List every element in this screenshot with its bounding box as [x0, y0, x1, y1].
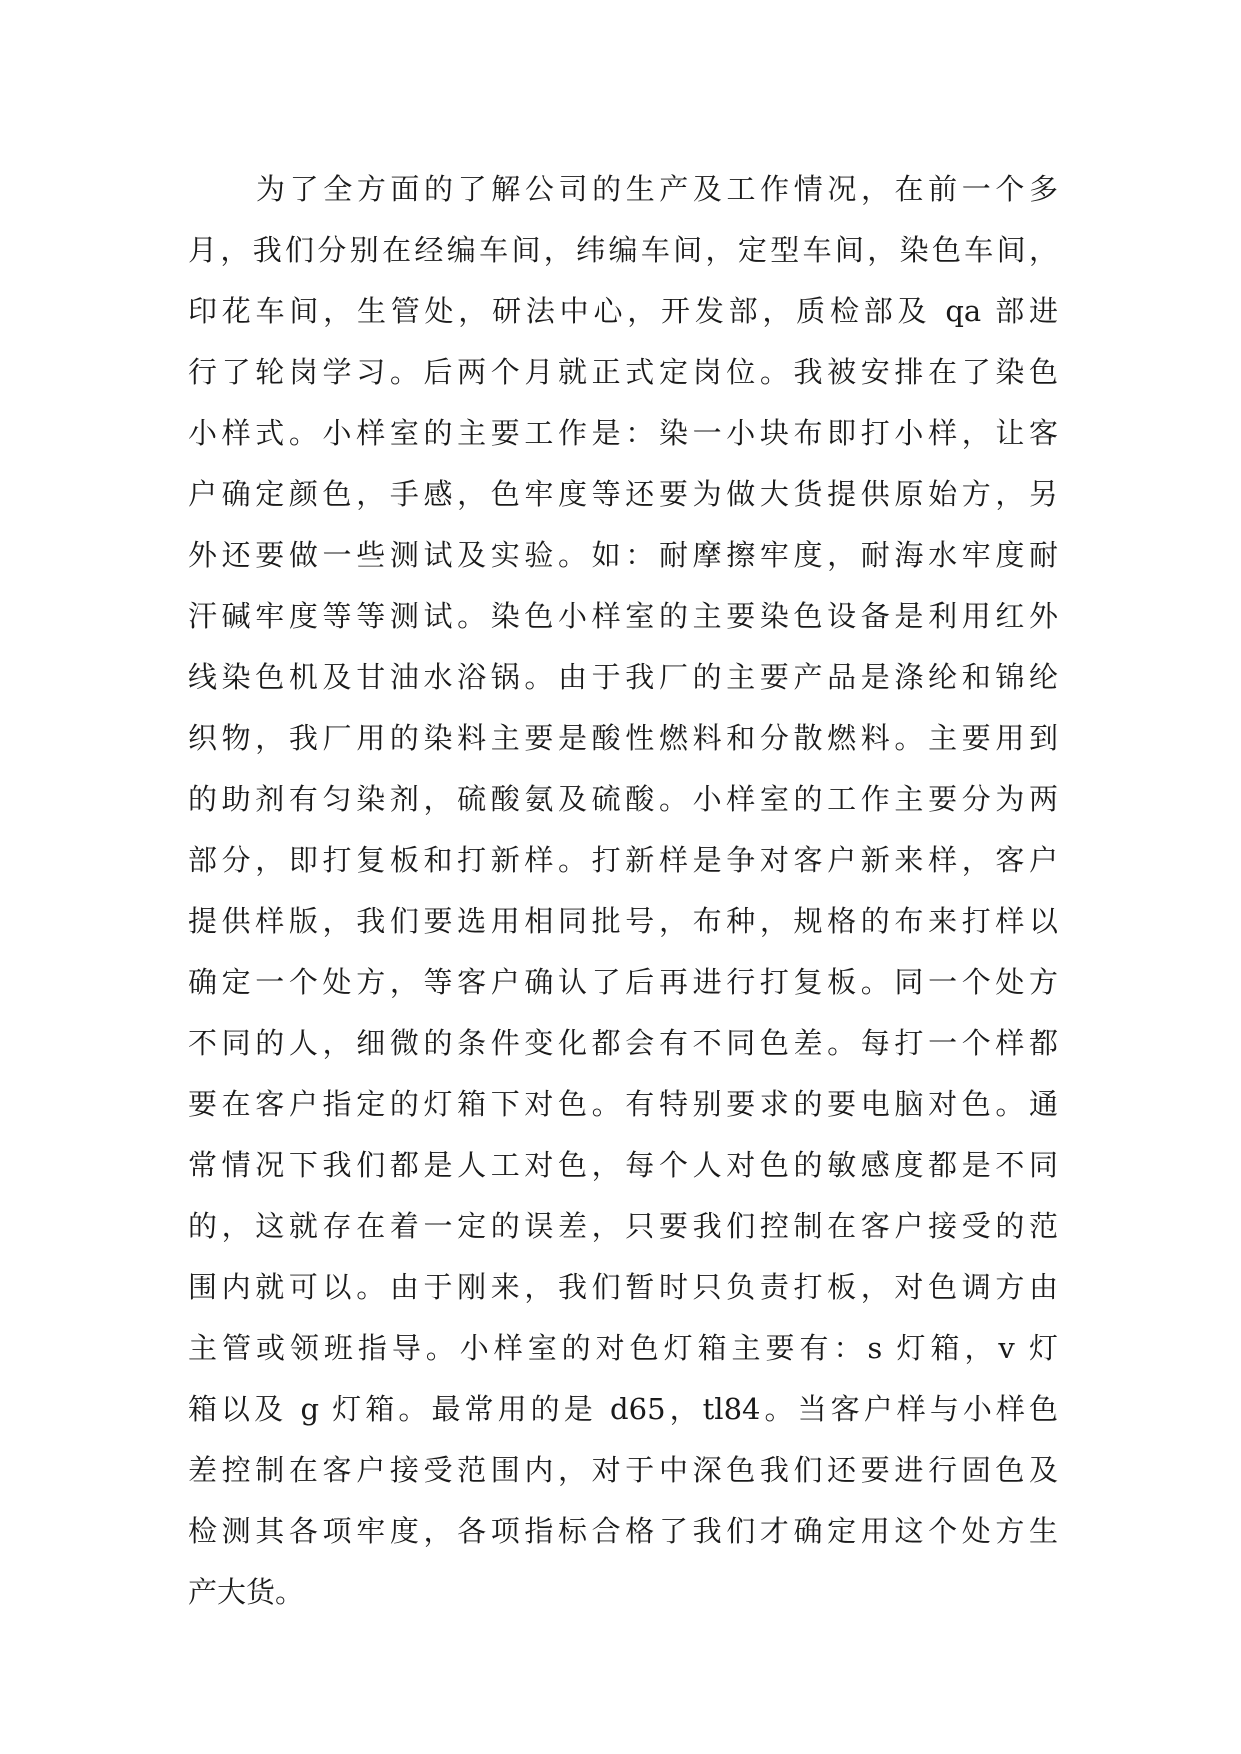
text-line-2: 月，我们分别在经编车间，纬编车间，定型车间，染色车间，	[188, 233, 1058, 267]
text-line-14: 确定一个处方，等客户确认了后再进行打复板。同一个处方	[188, 965, 1058, 999]
text-line-23: 检测其各项牢度，各项指标合格了我们才确定用这个处方生	[188, 1514, 1058, 1548]
text-line-13: 提供样版，我们要选用相同批号，布种，规格的布来打样以	[188, 904, 1058, 938]
text-line-15: 不同的人，细微的条件变化都会有不同色差。每打一个样都	[188, 1026, 1058, 1060]
text-line-11: 的助剂有匀染剂，硫酸氨及硫酸。小样室的工作主要分为两	[188, 782, 1058, 816]
text-line-8: 汗碱牢度等等测试。染色小样室的主要染色设备是利用红外	[188, 599, 1058, 633]
body-paragraph	[188, 159, 1058, 1623]
text-line-3: 印花车间，生管处，研法中心，开发部，质检部及 qa 部进	[188, 294, 1058, 328]
text-line-19: 围内就可以。由于刚来，我们暂时只负责打板，对色调方由	[188, 1270, 1058, 1304]
text-line-1: 为了全方面的了解公司的生产及工作情况，在前一个多	[256, 172, 1058, 206]
text-line-4: 行了轮岗学习。后两个月就正式定岗位。我被安排在了染色	[188, 355, 1058, 389]
text-line-6: 户确定颜色，手感，色牢度等还要为做大货提供原始方，另	[188, 477, 1058, 511]
text-line-12: 部分，即打复板和打新样。打新样是争对客户新来样，客户	[188, 843, 1058, 877]
text-line-5: 小样式。小样室的主要工作是：染一小块布即打小样，让客	[188, 416, 1058, 450]
text-line-9: 线染色机及甘油水浴锅。由于我厂的主要产品是涤纶和锦纶	[188, 660, 1058, 694]
text-line-10: 织物，我厂用的染料主要是酸性燃料和分散燃料。主要用到	[188, 721, 1058, 755]
text-line-24: 产大货。	[188, 1575, 305, 1609]
text-line-20: 主管或领班指导。小样室的对色灯箱主要有：s 灯箱，v 灯	[188, 1331, 1058, 1365]
text-line-7: 外还要做一些测试及实验。如：耐摩擦牢度，耐海水牢度耐	[188, 538, 1058, 572]
text-line-22: 差控制在客户接受范围内，对于中深色我们还要进行固色及	[188, 1453, 1058, 1487]
text-line-18: 的，这就存在着一定的误差，只要我们控制在客户接受的范	[188, 1209, 1058, 1243]
text-line-17: 常情况下我们都是人工对色，每个人对色的敏感度都是不同	[188, 1148, 1058, 1182]
text-line-16: 要在客户指定的灯箱下对色。有特别要求的要电脑对色。通	[188, 1087, 1058, 1121]
text-line-21: 箱以及 g 灯箱。最常用的是 d65，tl84。当客户样与小样色	[188, 1392, 1058, 1426]
